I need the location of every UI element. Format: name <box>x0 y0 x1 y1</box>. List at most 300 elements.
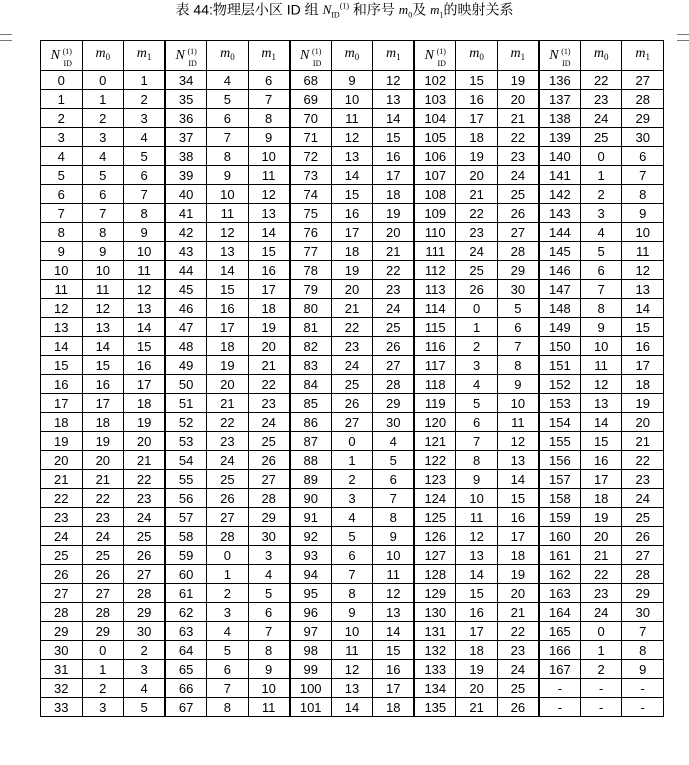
table-cell: 9 <box>41 242 83 261</box>
table-row <box>41 527 664 546</box>
table-cell: 7 <box>580 280 622 299</box>
table-cell: 108 <box>414 185 456 204</box>
table-cell: 23 <box>331 337 373 356</box>
table-cell: 12 <box>248 185 290 204</box>
table-row <box>41 242 664 261</box>
table-cell: 9 <box>331 603 373 622</box>
header-nid-sub: ID <box>437 59 446 68</box>
table-cell: 5 <box>207 641 249 660</box>
table-row <box>41 318 664 337</box>
table-cell: 24 <box>207 451 249 470</box>
table-cell: 19 <box>497 565 539 584</box>
table-cell: 30 <box>622 603 664 622</box>
header-m0-3 <box>331 41 373 71</box>
table-row <box>41 546 664 565</box>
table-cell: 16 <box>124 356 166 375</box>
table-cell: 7 <box>622 166 664 185</box>
header-nid-sub: ID <box>63 59 72 68</box>
table-cell: 112 <box>414 261 456 280</box>
table-row <box>41 489 664 508</box>
table-cell: 8 <box>248 109 290 128</box>
table-cell: 26 <box>622 527 664 546</box>
table-cell: 9 <box>456 470 498 489</box>
table-cell: 161 <box>539 546 581 565</box>
table-cell: 9 <box>248 660 290 679</box>
table-cell: 6 <box>373 470 415 489</box>
table-cell: 16 <box>580 451 622 470</box>
table-cell: 16 <box>622 337 664 356</box>
table-cell: 7 <box>622 622 664 641</box>
table-cell: 154 <box>539 413 581 432</box>
table-cell: 11 <box>580 356 622 375</box>
header-nid-sup: (1) <box>312 47 322 56</box>
table-cell: 24 <box>373 299 415 318</box>
table-cell: 21 <box>331 299 373 318</box>
header-nid-symbol <box>424 47 446 68</box>
table-cell: 51 <box>165 394 207 413</box>
table-cell: 20 <box>331 280 373 299</box>
table-cell: 28 <box>124 584 166 603</box>
table-cell: 44 <box>165 261 207 280</box>
table-row <box>41 71 664 90</box>
header-m1-5 <box>622 41 664 71</box>
table-cell: 12 <box>580 375 622 394</box>
table-cell: 7 <box>207 679 249 698</box>
table-cell: 82 <box>290 337 332 356</box>
header-m-letter: m <box>635 46 646 61</box>
table-cell: 14 <box>207 261 249 280</box>
table-cell: 16 <box>248 261 290 280</box>
table-cell: 19 <box>82 432 124 451</box>
table-cell: - <box>622 698 664 717</box>
header-nid-3 <box>290 41 332 71</box>
table-cell: 5 <box>373 451 415 470</box>
table-cell: 74 <box>290 185 332 204</box>
table-cell: 11 <box>373 565 415 584</box>
table-cell: 143 <box>539 204 581 223</box>
table-cell: 11 <box>41 280 83 299</box>
table-cell: 8 <box>373 508 415 527</box>
table-cell: 18 <box>124 394 166 413</box>
table-cell: 94 <box>290 565 332 584</box>
header-m0-2 <box>207 41 249 71</box>
table-cell: 6 <box>456 413 498 432</box>
table-cell: 9 <box>497 375 539 394</box>
caption-suffix: 的映射关系 <box>443 1 514 18</box>
table-cell: 10 <box>331 90 373 109</box>
header-m-letter: m <box>220 46 231 61</box>
table-cell: 45 <box>165 280 207 299</box>
table-cell: 80 <box>290 299 332 318</box>
table-cell: 37 <box>165 128 207 147</box>
table-cell: 107 <box>414 166 456 185</box>
mapping-table <box>40 40 664 717</box>
table-cell: 5 <box>82 166 124 185</box>
table-cell: 27 <box>248 470 290 489</box>
table-cell: 8 <box>497 356 539 375</box>
table-cell: 3 <box>580 204 622 223</box>
table-cell: 100 <box>290 679 332 698</box>
table-cell: 86 <box>290 413 332 432</box>
header-nid-sup: (1) <box>436 47 446 56</box>
table-cell: 6 <box>497 318 539 337</box>
header-m-sub: 1 <box>645 52 651 62</box>
table-cell: 65 <box>165 660 207 679</box>
table-cell: 52 <box>165 413 207 432</box>
table-cell: 4 <box>82 147 124 166</box>
table-cell: 20 <box>41 451 83 470</box>
table-cell: 13 <box>248 204 290 223</box>
header-nid-letter: N <box>549 48 559 63</box>
table-cell: 23 <box>497 641 539 660</box>
table-cell: 49 <box>165 356 207 375</box>
header-m-sub: 0 <box>354 52 360 62</box>
table-cell: 19 <box>331 261 373 280</box>
table-cell: 93 <box>290 546 332 565</box>
table-cell: 2 <box>580 185 622 204</box>
table-cell: 25 <box>41 546 83 565</box>
table-row <box>41 413 664 432</box>
table-cell: 2 <box>41 109 83 128</box>
table-cell: 18 <box>331 242 373 261</box>
table-cell: 26 <box>497 698 539 717</box>
table-cell: 6 <box>82 185 124 204</box>
mapping-table-container <box>40 40 664 717</box>
table-cell: 27 <box>622 546 664 565</box>
table-cell: 115 <box>414 318 456 337</box>
table-cell: 48 <box>165 337 207 356</box>
table-cell: 22 <box>41 489 83 508</box>
table-cell: 13 <box>497 451 539 470</box>
table-cell: 28 <box>248 489 290 508</box>
header-nid-sub: ID <box>312 59 322 68</box>
table-cell: 83 <box>290 356 332 375</box>
table-cell: 3 <box>82 128 124 147</box>
table-cell: 15 <box>331 185 373 204</box>
table-cell: 8 <box>248 641 290 660</box>
table-cell: 16 <box>373 147 415 166</box>
header-m0-4 <box>456 41 498 71</box>
table-cell: 96 <box>290 603 332 622</box>
table-cell: 3 <box>124 109 166 128</box>
page-margin-marker-left <box>0 34 12 41</box>
caption-m1-symbol <box>430 2 443 17</box>
table-cell: 119 <box>414 394 456 413</box>
table-cell: 10 <box>124 242 166 261</box>
table-cell: 14 <box>82 337 124 356</box>
table-cell: 4 <box>331 508 373 527</box>
table-cell: 18 <box>497 546 539 565</box>
table-cell: 151 <box>539 356 581 375</box>
table-cell: 22 <box>580 565 622 584</box>
table-cell: 23 <box>248 394 290 413</box>
header-nid-symbol <box>300 47 322 68</box>
table-cell: 4 <box>373 432 415 451</box>
table-cell: 46 <box>165 299 207 318</box>
table-cell: 31 <box>41 660 83 679</box>
table-cell: 22 <box>248 375 290 394</box>
table-cell: 8 <box>82 223 124 242</box>
table-cell: 14 <box>331 698 373 717</box>
table-cell: 2 <box>82 109 124 128</box>
table-cell: 36 <box>165 109 207 128</box>
header-nid-symbol <box>175 47 197 68</box>
table-cell: 18 <box>82 413 124 432</box>
table-cell: 10 <box>248 679 290 698</box>
header-m-sub: 1 <box>520 52 526 62</box>
table-cell: 25 <box>580 128 622 147</box>
table-cell: 0 <box>456 299 498 318</box>
table-cell: 153 <box>539 394 581 413</box>
table-cell: 6 <box>248 71 290 90</box>
table-cell: 13 <box>331 679 373 698</box>
table-cell: 106 <box>414 147 456 166</box>
table-cell: 26 <box>331 394 373 413</box>
table-cell: 71 <box>290 128 332 147</box>
table-cell: 69 <box>290 90 332 109</box>
table-cell: 25 <box>248 432 290 451</box>
table-row <box>41 204 664 223</box>
table-cell: 8 <box>207 698 249 717</box>
table-cell: 2 <box>124 90 166 109</box>
table-cell: 11 <box>331 641 373 660</box>
table-cell: 68 <box>290 71 332 90</box>
table-cell: 15 <box>124 337 166 356</box>
table-cell: - <box>580 698 622 717</box>
table-cell: 22 <box>497 622 539 641</box>
table-row <box>41 394 664 413</box>
table-cell: 12 <box>331 128 373 147</box>
table-cell: 23 <box>456 223 498 242</box>
table-cell: 20 <box>456 166 498 185</box>
table-cell: 76 <box>290 223 332 242</box>
table-cell: 17 <box>124 375 166 394</box>
table-cell: 9 <box>331 71 373 90</box>
table-cell: 20 <box>497 584 539 603</box>
table-cell: 9 <box>207 166 249 185</box>
table-cell: 9 <box>373 527 415 546</box>
table-cell: 21 <box>622 432 664 451</box>
table-cell: 75 <box>290 204 332 223</box>
table-cell: 22 <box>622 451 664 470</box>
header-nid-symbol <box>549 47 571 68</box>
header-m-sub: 0 <box>230 52 235 62</box>
header-m1-1 <box>124 41 166 71</box>
table-cell: 26 <box>497 204 539 223</box>
table-cell: 27 <box>124 565 166 584</box>
table-cell: 17 <box>580 470 622 489</box>
table-cell: 13 <box>207 242 249 261</box>
header-nid-letter: N <box>300 48 310 63</box>
table-cell: 7 <box>124 185 166 204</box>
header-m0-5 <box>580 41 622 71</box>
table-cell: 102 <box>414 71 456 90</box>
header-nid-sup: (1) <box>187 47 197 56</box>
table-cell: 35 <box>165 90 207 109</box>
table-cell: 27 <box>82 584 124 603</box>
table-cell: 13 <box>580 394 622 413</box>
footnote-cutoff <box>40 757 680 765</box>
table-cell: 27 <box>207 508 249 527</box>
table-cell: 90 <box>290 489 332 508</box>
table-row <box>41 679 664 698</box>
table-cell: 15 <box>82 356 124 375</box>
table-cell: 29 <box>622 109 664 128</box>
table-cell: 5 <box>248 584 290 603</box>
table-cell: 29 <box>41 622 83 641</box>
table-cell: 13 <box>331 147 373 166</box>
table-cell: 15 <box>497 489 539 508</box>
header-m-letter: m <box>95 46 106 61</box>
table-cell: 103 <box>414 90 456 109</box>
table-cell: - <box>622 679 664 698</box>
table-cell: 56 <box>165 489 207 508</box>
table-cell: 116 <box>414 337 456 356</box>
table-cell: 2 <box>580 660 622 679</box>
table-cell: 5 <box>207 90 249 109</box>
table-cell: 16 <box>373 660 415 679</box>
table-cell: 23 <box>82 508 124 527</box>
table-cell: 146 <box>539 261 581 280</box>
table-cell: 28 <box>373 375 415 394</box>
table-cell: 30 <box>622 128 664 147</box>
table-cell: 20 <box>497 90 539 109</box>
table-cell: 3 <box>207 603 249 622</box>
table-cell: 7 <box>207 128 249 147</box>
table-cell: 150 <box>539 337 581 356</box>
table-cell: 17 <box>248 280 290 299</box>
table-cell: 21 <box>207 394 249 413</box>
table-cell: 16 <box>497 508 539 527</box>
table-cell: 126 <box>414 527 456 546</box>
table-cell: 61 <box>165 584 207 603</box>
table-cell: 25 <box>456 261 498 280</box>
table-cell: 121 <box>414 432 456 451</box>
table-cell: 24 <box>248 413 290 432</box>
table-cell: 163 <box>539 584 581 603</box>
table-cell: 124 <box>414 489 456 508</box>
header-nid-1 <box>41 41 83 71</box>
table-cell: 129 <box>414 584 456 603</box>
table-cell: 128 <box>414 565 456 584</box>
table-cell: 30 <box>41 641 83 660</box>
table-cell: 118 <box>414 375 456 394</box>
table-cell: 156 <box>539 451 581 470</box>
table-cell: 167 <box>539 660 581 679</box>
header-m-letter: m <box>510 46 521 61</box>
table-cell: 23 <box>373 280 415 299</box>
table-cell: 27 <box>41 584 83 603</box>
table-cell: 3 <box>331 489 373 508</box>
table-row <box>41 185 664 204</box>
table-cell: 14 <box>331 166 373 185</box>
header-m-sub: 0 <box>603 52 609 62</box>
table-cell: 24 <box>124 508 166 527</box>
table-cell: 11 <box>456 508 498 527</box>
table-cell: 22 <box>82 489 124 508</box>
table-cell: 12 <box>497 432 539 451</box>
table-cell: 20 <box>580 527 622 546</box>
table-cell: 10 <box>580 337 622 356</box>
table-cell: 137 <box>539 90 581 109</box>
table-cell: 127 <box>414 546 456 565</box>
table-cell: 10 <box>331 622 373 641</box>
header-nid-2 <box>165 41 207 71</box>
table-cell: 73 <box>290 166 332 185</box>
table-cell: 42 <box>165 223 207 242</box>
table-cell: 19 <box>207 356 249 375</box>
table-cell: 15 <box>580 432 622 451</box>
caption-m0-symbol <box>399 2 412 17</box>
caption-m1-sub: 1 <box>439 10 444 18</box>
table-cell: 20 <box>207 375 249 394</box>
table-cell: 19 <box>456 147 498 166</box>
table-cell: 29 <box>124 603 166 622</box>
table-cell: 16 <box>207 299 249 318</box>
table-cell: 4 <box>580 223 622 242</box>
table-cell: 0 <box>41 71 83 90</box>
header-nid-5 <box>539 41 581 71</box>
table-cell: 14 <box>373 622 415 641</box>
table-cell: 0 <box>580 622 622 641</box>
table-cell: 0 <box>207 546 249 565</box>
table-cell: 30 <box>248 527 290 546</box>
table-caption <box>0 0 689 18</box>
caption-m0-letter: m <box>398 2 409 18</box>
table-cell: 159 <box>539 508 581 527</box>
header-nid-letter: N <box>175 48 185 63</box>
table-cell: 54 <box>165 451 207 470</box>
table-cell: 122 <box>414 451 456 470</box>
table-row <box>41 698 664 717</box>
header-m-letter: m <box>469 46 480 61</box>
header-nid-sub: ID <box>188 59 197 68</box>
table-cell: 25 <box>497 679 539 698</box>
table-cell: 17 <box>622 356 664 375</box>
table-cell: 19 <box>622 394 664 413</box>
table-cell: 21 <box>456 185 498 204</box>
table-cell: 19 <box>580 508 622 527</box>
table-cell: 25 <box>373 318 415 337</box>
table-cell: 55 <box>165 470 207 489</box>
table-cell: 20 <box>373 223 415 242</box>
table-cell: 88 <box>290 451 332 470</box>
table-cell: 29 <box>82 622 124 641</box>
table-cell: 40 <box>165 185 207 204</box>
table-cell: 9 <box>580 318 622 337</box>
table-cell: 12 <box>456 527 498 546</box>
table-cell: - <box>539 698 581 717</box>
table-cell: 22 <box>331 318 373 337</box>
table-cell: 13 <box>41 318 83 337</box>
table-cell: 10 <box>248 147 290 166</box>
table-cell: 67 <box>165 698 207 717</box>
table-cell: 27 <box>622 71 664 90</box>
page-margin-marker-right <box>677 34 689 41</box>
table-cell: 34 <box>165 71 207 90</box>
table-cell: 25 <box>622 508 664 527</box>
table-cell: 104 <box>414 109 456 128</box>
table-cell: 28 <box>207 527 249 546</box>
table-cell: 11 <box>82 280 124 299</box>
table-cell: 149 <box>539 318 581 337</box>
caption-and: 及 <box>412 1 427 18</box>
table-cell: 12 <box>207 223 249 242</box>
table-row <box>41 280 664 299</box>
table-row <box>41 470 664 489</box>
table-cell: 7 <box>41 204 83 223</box>
table-cell: 59 <box>165 546 207 565</box>
